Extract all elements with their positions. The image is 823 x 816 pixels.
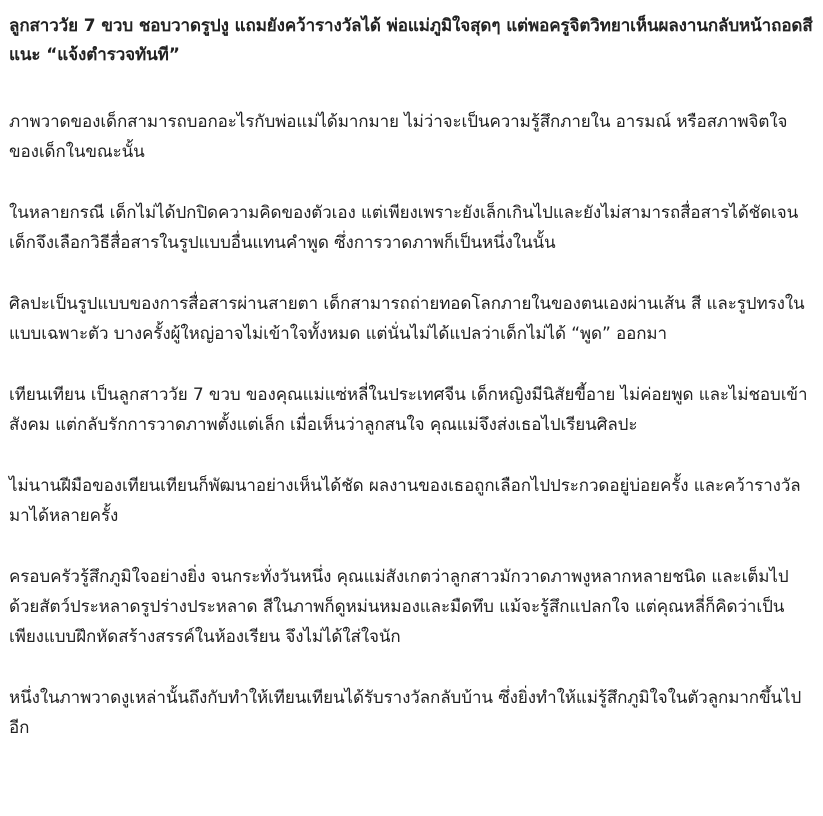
article-paragraph: หนึ่งในภาพวาดงูเหล่านั้นถึงกับทำให้เทียนเทียนได้รับรางวัลกลับบ้าน ซึ่งยิ่งทำให้แม่รู้สึกภูมิใจในตัวลูกมากขึ้นไปอีก — [9, 688, 802, 738]
article-headline: ลูกสาววัย 7 ขวบ ชอบวาดรูปงู แถมยังคว้ารางวัลได้ พ่อแม่ภูมิใจสุดๆ แต่พอครูจิตวิทยาเห็นผลงานกลับหน้าถอดสี แนะ “แจ้งตำรวจทันที” — [9, 16, 813, 65]
article-paragraph: ในหลายกรณี เด็กไม่ได้ปกปิดความคิดของตัวเอง แต่เพียงเพราะยังเล็กเกินไปและยังไม่สามารถสื่อสารได้ชัดเจน เด็กจึงเลือกวิธีสื่อสารในรูปแบบอื่นแทนคำพูด ซึ่งการวาดภาพก็เป็นหนึ่งในนั้น — [9, 203, 799, 253]
article-paragraph: ภาพวาดของเด็กสามารถบอกอะไรกับพ่อแม่ได้มากมาย ไม่ว่าจะเป็นความรู้สึกภายใน อารมณ์ หรือสภาพจิตใจของเด็กในขณะนั้น — [9, 112, 788, 162]
article-paragraph: ไม่นานฝีมือของเทียนเทียนก็พัฒนาอย่างเห็นได้ชัด ผลงานของเธอถูกเลือกไปประกวดอยู่บ่อยครั้ง และคว้ารางวัลมาได้หลายครั้ง — [9, 476, 801, 526]
article — [9, 12, 817, 743]
article-paragraph: ศิลปะเป็นรูปแบบของการสื่อสารผ่านสายตา เด็กสามารถถ่ายทอดโลกภายในของตนเองผ่านเส้น สี และรูปทรงในแบบเฉพาะตัว บางครั้งผู้ใหญ่อาจไม่เข้าใจทั้งหมด แต่นั่นไม่ได้แปลว่าเด็กไม่ได้ “พูด” ออกมา — [9, 294, 805, 344]
article-paragraph: ครอบครัวรู้สึกภูมิใจอย่างยิ่ง จนกระทั่งวันหนึ่ง คุณแม่สังเกตว่าลูกสาวมักวาดภาพงูหลากหลายชนิด และเต็มไปด้วยสัตว์ประหลาดรูปร่างประหลาด สีในภาพก็ดูหม่นหมองและมืดทึบ แม้จะรู้สึกแปลกใจ แต่คุณหลี่ก็คิดว่าเป็นเพียงแบบฝึกหัดสร้างสรรค์ในห้องเรียน จึงไม่ได้ใส่ใจนัก — [9, 567, 789, 647]
article-paragraph: เทียนเทียน เป็นลูกสาววัย 7 ขวบ ของคุณแม่แซ่หลี่ในประเทศจีน เด็กหญิงมีนิสัยขี้อาย ไม่ค่อยพูด และไม่ชอบเข้าสังคม แต่กลับรักการวาดภาพตั้งแต่เล็ก เมื่อเห็นว่าลูกสนใจ คุณแม่จึงส่งเธอไปเรียนศิลปะ — [9, 385, 808, 435]
